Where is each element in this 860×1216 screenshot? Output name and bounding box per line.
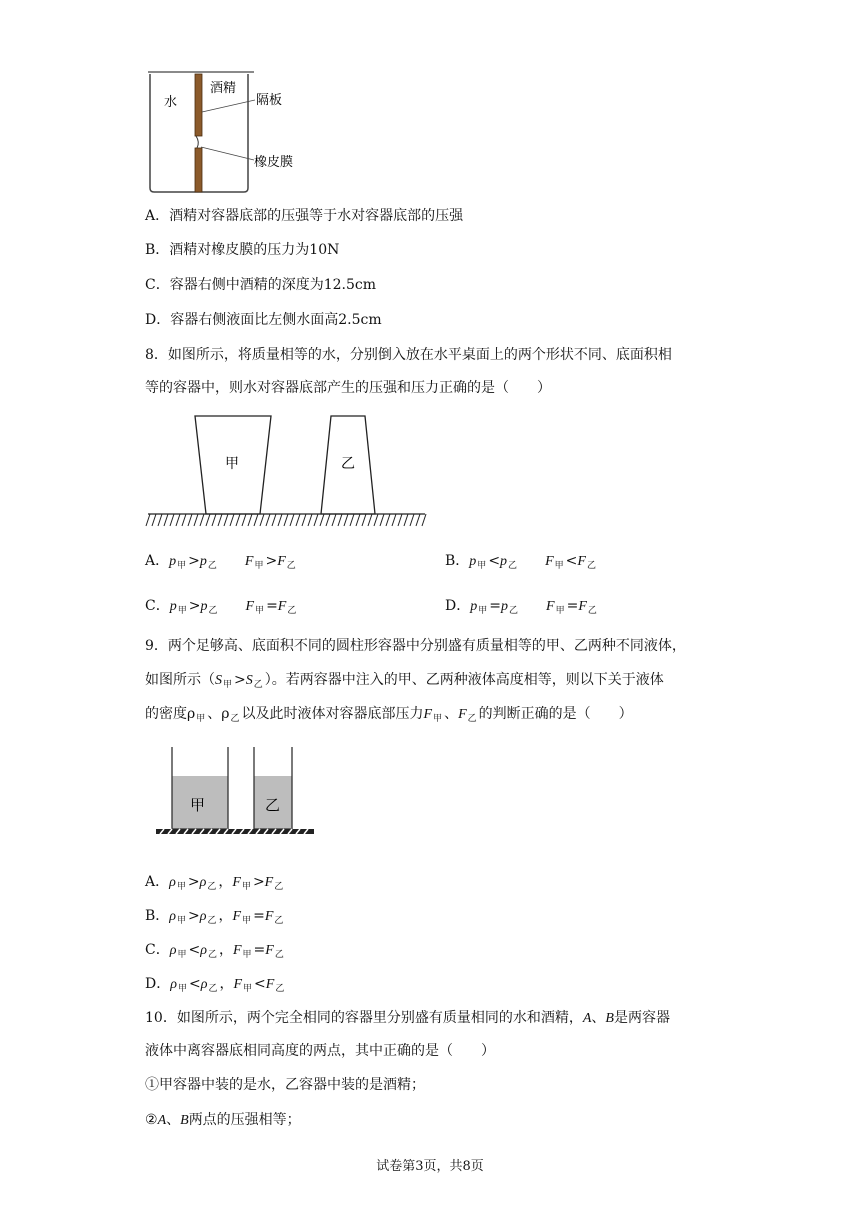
q7-figure [140,66,320,198]
q9-option-c: C．$\rho_甲 <\rho_乙$ ，$F_甲 =F_乙$ [145,942,284,960]
q7-option-d: D．容器右侧液面比左侧水面高2.5cm [145,312,382,328]
label-jia: 甲 [190,796,206,814]
q7-option-c: C．容器右侧中酒精的深度为12.5cm [145,277,376,293]
q9-option-d: D．$\rho_甲 <\rho_乙$ ，$F_甲 <F_乙$ [145,976,285,994]
label-yi: 乙 [341,456,355,472]
label-water: 水 [164,95,178,110]
q8-option-d: D．$p_甲 =p_乙$ $F_甲 =F_乙$ [445,598,597,616]
q10-item-1: ①甲容器中装的是水，乙容器中装的是酒精； [145,1077,425,1093]
q10-stem-line2: 液体中离容器底相同高度的两点，其中正确的是（ ） [145,1043,495,1059]
q9-figure [150,745,320,840]
q7-option-b: B．酒精对橡皮膜的压力为10N [145,242,340,258]
label-membrane: 橡皮膜 [254,155,294,170]
q8-option-c: C．$p_甲 >p_乙$ $F_甲 =F_乙$ [145,598,297,616]
q8-stem-line2: 等的容器中，则水对容器底部产生的压强和压力正确的是（ ） [145,380,551,396]
page-footer: 试卷第3页，共8页 [376,1159,484,1174]
label-alcohol: 酒精 [210,81,237,96]
label-partition: 隔板 [256,93,283,108]
label-yi: 乙 [265,796,281,814]
q8-option-b: B．$p_甲 <p_乙$ $F_甲 <F_乙$ [445,553,596,571]
membrane [196,136,198,148]
partition-bottom [195,148,202,192]
q10-item-2: ②A、B两点的压强相等； [145,1112,301,1128]
q9-stem-line3: 的密度$\rho_甲$ 、$\rho_乙$ 以及此时液体对容器底部压力$F_甲$ 、$F_乙$ 的判断正确的是（ ） [145,706,633,724]
label-jia: 甲 [225,456,239,472]
partition-top [195,74,202,136]
q8-option-a: A．$p_甲 >p_乙$ $F_甲 >F_乙$ [145,553,296,571]
q9-option-b: B．$\rho_甲 >\rho_乙$ ，$F_甲 =F_乙$ [145,908,284,926]
q9-stem-line2: 如图所示（$S_甲 >S_乙$ ）。若两容器中注入的甲、乙两种液体高度相等，则以下关于液体 [145,672,664,690]
q7-option-a: A．酒精对容器底部的压强等于水对容器底部的压强 [145,208,464,224]
q8-stem-line1: 8．如图所示，将质量相等的水，分别倒入放在水平桌面上的两个形状不同、底面积相 [145,347,672,363]
q9-stem-line1: 9．两个足够高、底面积不同的圆柱形容器中分别盛有质量相等的甲、乙两种不同液体， [145,638,686,654]
q10-stem-line1: 10．如图所示，两个完全相同的容器里分别盛有质量相同的水和酒精，A、B是两容器 [145,1010,670,1026]
q9-option-a: A．$\rho_甲 >\rho_乙$ ，$F_甲 >F_乙$ [145,874,284,892]
q8-figure [145,410,430,530]
table-hatching [146,514,426,526]
